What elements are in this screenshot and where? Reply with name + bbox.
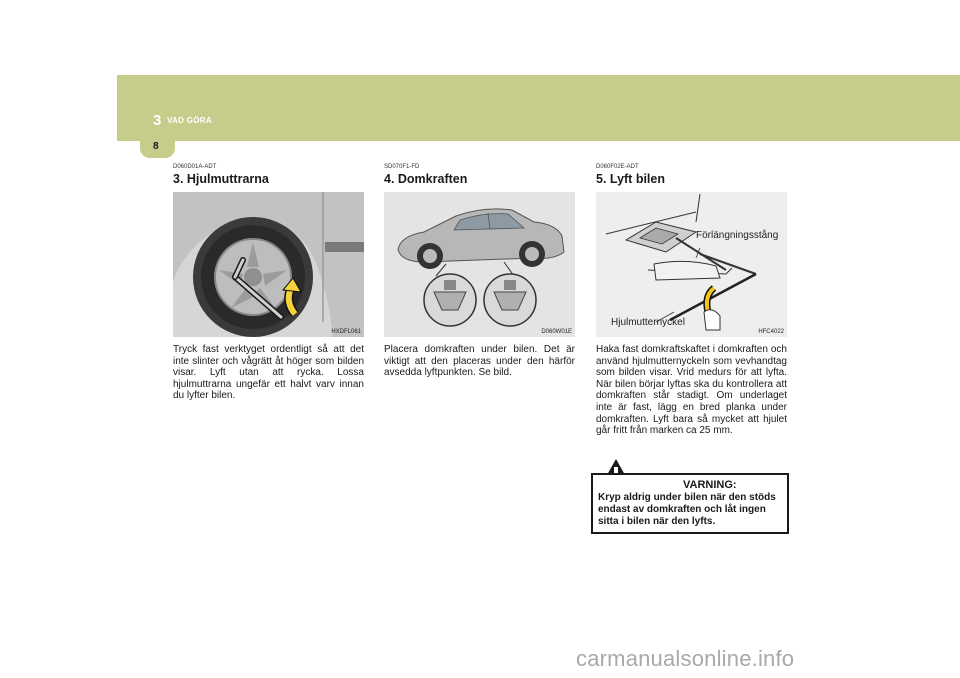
page-number: 8 <box>153 141 159 152</box>
wheel-wrench-label: Hjulmutternyckel <box>611 317 685 328</box>
section-heading: 5. Lyft bilen <box>596 172 665 186</box>
section-lift-car <box>596 163 787 437</box>
section-code: D060D01A-ADT <box>173 164 217 170</box>
section-body: Placera domkraften under bilen. Det är viktigt att den placeras under den härför avsedda lyftpunkten. Se bild. <box>384 344 575 379</box>
jack-crank-illustration <box>596 192 787 337</box>
watermark: carmanualsonline.info <box>576 646 795 671</box>
section-code: SD070F1-FD <box>384 164 420 170</box>
wheel-nut-illustration <box>173 192 364 337</box>
section-heading: 3. Hjulmuttrarna <box>173 172 269 186</box>
section-jack <box>384 163 575 379</box>
figure-code: D060W01E <box>541 329 572 335</box>
figure-code: HXDFL061 <box>331 329 361 335</box>
jack-placement-illustration <box>384 192 575 337</box>
section-heading: 4. Domkraften <box>384 172 468 186</box>
header-band <box>117 75 960 141</box>
section-body: Haka fast domkraftskaftet i domkraften och använd hjulmutternyckeln som vevhandtag som bilden visar. Vrid medurs för att lyfta. När bilen börjar lyftas ska du kontrollera att domkraften står stadigt. Om underlaget inte är fast, lägg en bred planka under domkraften. Lyft bara så mycket att hjulet går fritt från marken ca 25 mm. <box>596 344 787 437</box>
section-code: D060F02E-ADT <box>596 164 639 170</box>
warning-title: VARNING: <box>683 479 737 491</box>
warning-text: Kryp aldrig under bilen när den stöds endast av domkraften och låt ingen sitta i bilen när den lyfts. <box>598 492 776 527</box>
extension-rod-label: Förlängningsstång <box>696 230 779 241</box>
chapter-title: VAD GÖRA <box>167 116 212 125</box>
warning-box <box>591 473 789 534</box>
figure-code: HFC4022 <box>758 329 784 335</box>
section-body: Tryck fast verktyget ordentligt så att det inte slinter och vågrätt åt höger som bilden visar. Lyft utan att rycka. Lossa hjulmuttrarna ungefär ett halvt varv innan du lyfter bilen. <box>173 344 364 402</box>
section-wheel-nuts <box>173 163 364 402</box>
chapter-number: 3 <box>153 112 162 129</box>
